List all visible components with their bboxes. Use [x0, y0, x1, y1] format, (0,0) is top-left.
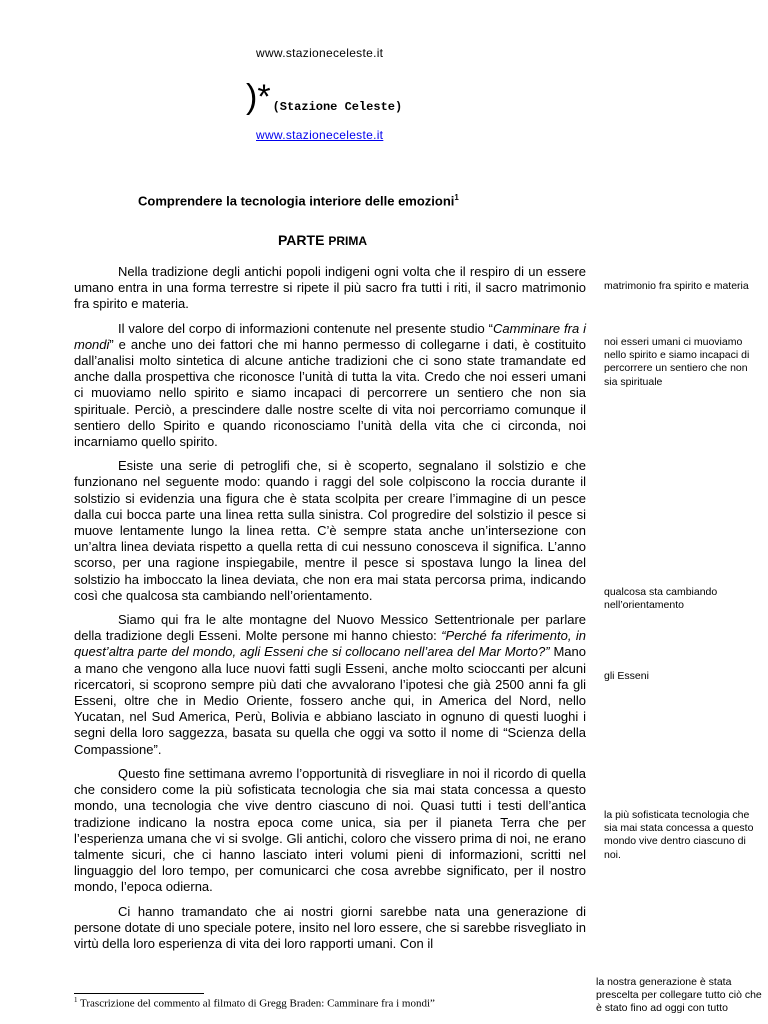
paragraph-2: Il valore del corpo di informazioni contenute nel presente studio “Camminare fra i mondi” e anche uno dei fattori che mi hanno permesso di collegarne i dati, è costituito dall’analisi molto sintetica di alcune antiche tradizioni che ci sono state tramandate ed anche dalla prospettiva che riconosce l’unità di tutta la vita. Credo che noi esseri umani ci muoviamo nello spirito e siamo incapaci di percorrere un sentiero che non sia spirituale. Perciò, a prescindere dalle nostre scelte di vita noi percorriamo comunque il sentiero dello Spirito e quando riconosciamo l’unità della vita che ci circonda, noi incarniamo quello spirito.: [74, 320, 586, 450]
footnote-divider: [74, 993, 204, 994]
paragraph-4: Siamo qui fra le alte montagne del Nuovo Messico Settentrionale per parlare della tradizione degli Esseni. Molte persone mi hanno chiesto: “Perché fa riferimento, in quest’altra parte del mondo, agli Esseni che si collocano nell’area del Mar Morto?” Mano a mano che vengono alla luce nuovi fatti sugli Esseni, anche molto scioccanti per alcuni ricercatori, si scoprono sempre più dati che avvalorano l’ipotesi che già 2500 anni fa gli Esseni, oltre che in Medio Oriente, fossero anche qui, in America del Nord, nello Yucatan, nel Sud America, Perù, Bolivia e abbiano lasciato in ognuno di questi luoghi i segni della loro saggezza, basata su quella che oggi va sotto il nome di “Scienza della Compassione”.: [74, 612, 587, 757]
paragraph-3: Esiste una serie di petroglifi che, si è scoperto, segnalano il solstizio e che funzionano nel seguente modo: quando i raggi del sole colpiscono la roccia durante il solstizio si evidenzia una figura che è stata scolpita per creare l’immagine di un pesce dalla cui bocca parte una linea retta sulla sinistra. Col progredire del solstizio il pesce si muove lentamente lungo la linea retta. C’è sempre stata anche un’intersezione con un’altra linea deviata rispetto a quella retta di cui nessuno conosceva il significa. L’anno scorso, per una ragione inspiegabile, mentre il pesce si spostava lungo la linea del solstizio ha imboccato la linea deviata, che non era mai stata percorsa prima, indicando così che qualcosa sta cambiando nell’orientamento.: [74, 458, 586, 603]
margin-note: la più sofisticata tecnologia che sia mai stata concessa a questo mondo vive dentro ciascuno di noi.: [604, 809, 754, 861]
page-title: [138, 193, 558, 208]
footnote-number: 1: [74, 996, 78, 1004]
logo: [246, 80, 402, 120]
title-text: Comprendere la tecnologia interiore delle emozioni: [138, 193, 455, 209]
margin-note: la nostra generazione è stata prescelta per collegare tutto ciò che è stato fino ad oggi con tutto: [596, 976, 762, 1015]
margin-note: gli Esseni: [604, 670, 649, 682]
title-footnote-marker[interactable]: 1: [454, 193, 459, 202]
paragraph-5: Questo fine settimana avremo l’opportunità di risvegliare in noi il ricordo di quella che considero come la più sofisticata tecnologia che sia mai stata concessa a questo mondo, una tecnologia che vive dentro ciascuno di noi. Quasi tutti i testi dell’antica tradizione indicano la nostra epoca come unica, sia per il pianeta Terra che per l’esperienza umana che vi si svolge. Gli antichi, coloro che vissero prima di noi, ne erano talmente sicuri, che ci hanno lasciato interi volumi pieni di informazioni, scritti nel linguaggio del loro tempo, per comunicarci che cosa avrebbe significato, per il nostro mondo, l’epoca odierna.: [74, 765, 586, 895]
margin-note: noi esseri umani ci muoviamo nello spirito e siamo incapaci di percorrere un sentiero che non sia spirituale: [604, 336, 750, 388]
paragraph-6: Ci hanno tramandato che ai nostri giorni sarebbe nata una generazione di persone dotate di uno speciale potere, insito nel loro essere, che si sarebbe risvegliato in virtù della loro esperienza di vita dei loro rapporti umani. Con il: [74, 903, 586, 951]
footnote-text: Trascrizione del commento al filmato di Gregg Braden: Camminare fra i mondi”: [77, 997, 435, 1010]
margin-note: qualcosa sta cambiando nell’orientamento: [604, 586, 718, 612]
margin-note: matrimonio fra spirito e materia: [604, 280, 749, 292]
part-word: PARTE: [278, 232, 325, 248]
part-heading: [278, 232, 367, 248]
body-text: [74, 264, 586, 954]
paragraph-1: Nella tradizione degli antichi popoli indigeni ogni volta che il respiro di un essere umano entra in una forma terrestre si ripete il più sacro fra tutti i riti, il sacro matrimonio fra spirito e materia.: [74, 264, 586, 312]
footnote: [74, 996, 586, 1010]
site-url-header: www.stazioneceleste.it: [256, 46, 384, 60]
logo-mark: )*: [246, 78, 271, 116]
logo-name: (Stazione Celeste): [272, 100, 403, 114]
site-link[interactable]: www.stazioneceleste.it: [256, 128, 384, 142]
part-number: PRIMA: [328, 234, 367, 248]
